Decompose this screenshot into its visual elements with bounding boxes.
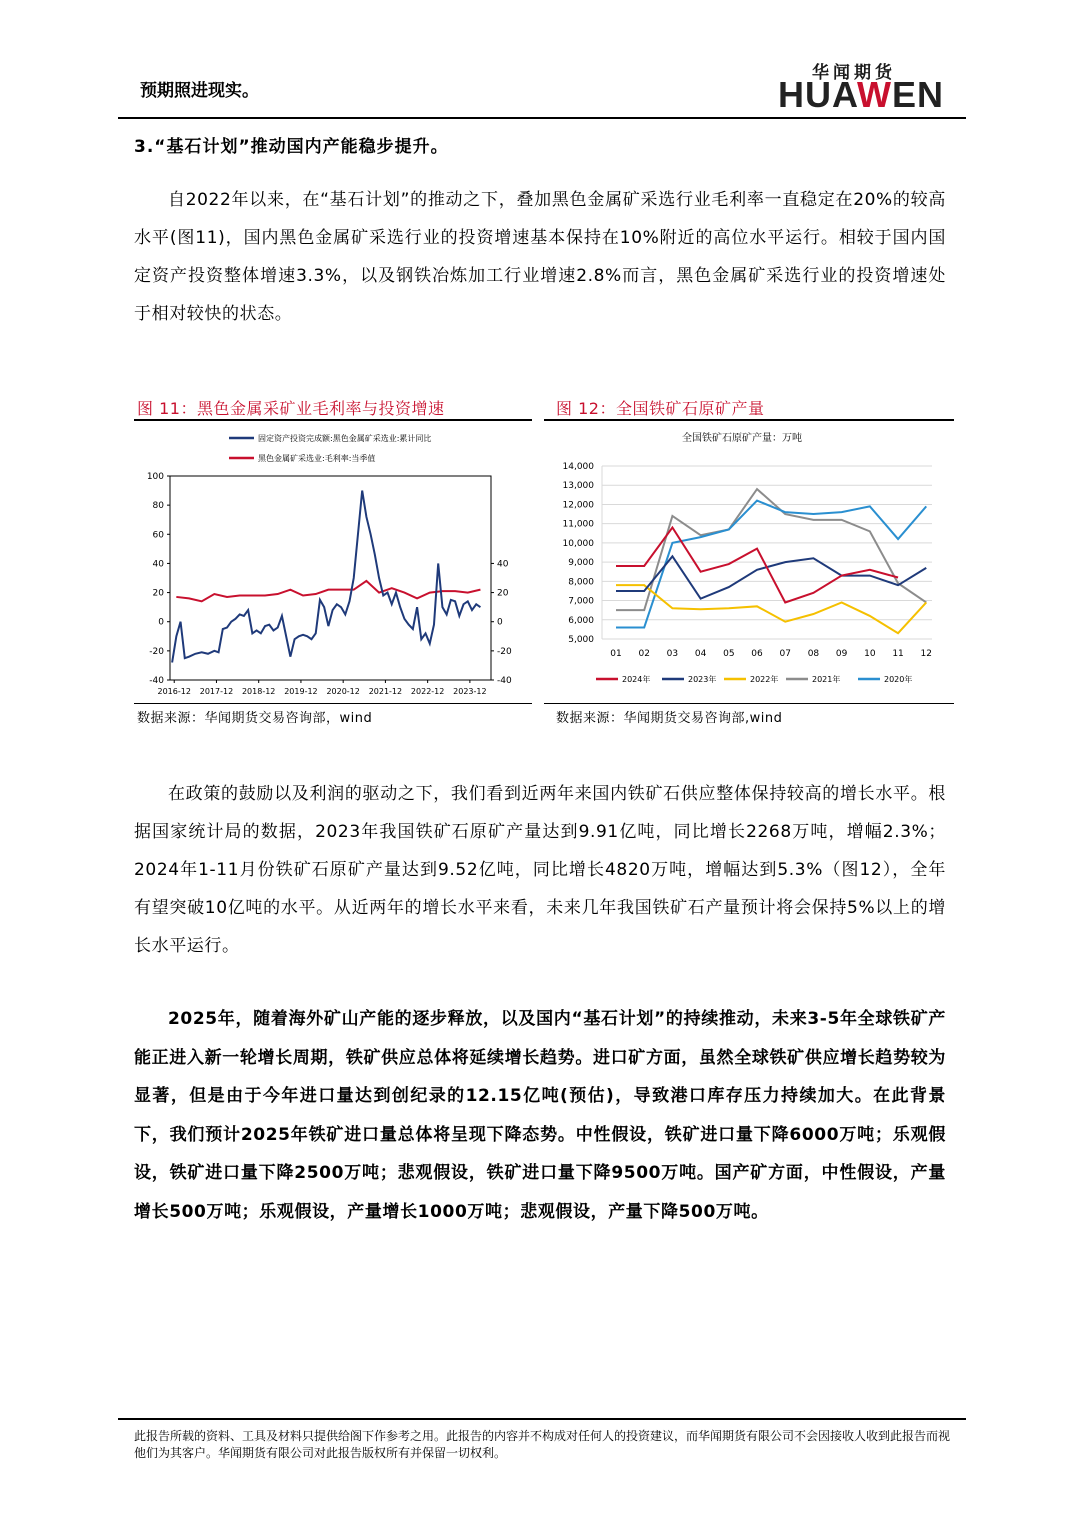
fig11-x-tick-label: 2017-12 — [199, 687, 234, 696]
fig11-y-left-tick-label: 0 — [158, 617, 164, 628]
logo-en-prefix: HUA — [778, 74, 858, 115]
fig12-legend — [596, 674, 912, 684]
fig12-gridlines — [602, 466, 932, 639]
fig11-y-left-tick-label: 100 — [146, 472, 164, 482]
fig12-x-tick-label: 05 — [723, 649, 735, 659]
fig12-x-tick-label: 07 — [779, 649, 791, 659]
fig11-x-tick-label: 2016-12 — [157, 687, 191, 696]
fig12-series-2020年 — [616, 501, 926, 628]
fig12-series-2022年 — [616, 585, 926, 633]
figure-11-title: 图 11：黑色金属采矿业毛利率与投资增速 — [137, 399, 445, 418]
fig12-y-tick-label: 5,000 — [568, 635, 594, 645]
fig11-y-left-tick-label: 80 — [152, 501, 164, 512]
fig11-x-tick-label: 2018-12 — [241, 687, 276, 696]
figure-11-source: 数据来源：华闻期货交易咨询部，wind — [137, 711, 373, 726]
figure-12-chart — [544, 421, 954, 703]
fig12-y-tick-label: 8,000 — [568, 577, 594, 588]
fig11-y-left-tick-label: -40 — [149, 676, 164, 686]
fig12-legend-label: 2021年 — [812, 675, 841, 684]
fig12-y-tick-label: 6,000 — [568, 615, 594, 626]
fig11-y-right-tick-label: 0 — [497, 617, 503, 628]
fig11-y-right-tick-label: -40 — [497, 676, 512, 686]
fig12-x-tick-label: 09 — [835, 649, 848, 659]
fig11-y-left-axis — [147, 472, 170, 686]
fig12-y-tick-label: 7,000 — [568, 596, 594, 607]
fig12-x-tick-label: 12 — [920, 649, 932, 659]
header-divider — [118, 117, 966, 119]
fig12-y-tick-label: 13,000 — [562, 481, 594, 492]
fig11-x-tick-label: 2019-12 — [284, 687, 318, 696]
fig12-y-tick-label: 9,000 — [568, 558, 594, 569]
figure-11-bottom-rule — [134, 703, 532, 704]
fig11-y-right-tick-label: -20 — [497, 646, 512, 657]
fig11-x-tick-label: 2023-12 — [453, 687, 487, 696]
fig12-y-axis — [563, 462, 595, 645]
fig12-y-tick-label: 12,000 — [562, 500, 594, 511]
header-running-text: 预期照进现实。 — [140, 81, 259, 101]
logo-chinese-name: 华闻期货 — [812, 63, 896, 83]
fig12-x-axis — [610, 649, 932, 659]
footer-divider — [118, 1418, 966, 1420]
fig12-x-tick-label: 02 — [638, 649, 650, 659]
fig12-x-tick-label: 10 — [864, 649, 876, 659]
fig12-legend-label: 2020年 — [884, 675, 913, 684]
fig11-x-axis — [158, 680, 487, 696]
fig12-x-tick-label: 11 — [892, 649, 904, 659]
fig11-y-left-tick-label: 20 — [152, 588, 164, 599]
paragraph-2 — [134, 775, 946, 965]
fig12-legend-label: 2023年 — [688, 675, 717, 684]
figure-12-source: 数据来源：华闻期货交易咨询部,wind — [556, 711, 783, 726]
paragraph-1 — [134, 181, 946, 333]
fig11-y-left-tick-label: -20 — [149, 646, 164, 657]
fig11-y-right-tick-label: 20 — [497, 588, 509, 599]
fig11-legend — [229, 433, 431, 463]
paragraph-3 — [134, 1000, 946, 1231]
fig11-legend-label-margin: 黑色金属矿采选业:毛利率:当季值 — [258, 454, 376, 463]
fig12-y-tick-label: 11,000 — [562, 519, 594, 530]
fig11-x-tick-label: 2020-12 — [326, 687, 360, 696]
section-title: 3.“基石计划”推动国内产能稳步提升。 — [134, 137, 449, 157]
fig12-legend-label: 2024年 — [622, 675, 651, 684]
logo-en-w: W — [857, 74, 892, 115]
fig11-x-tick-label: 2021-12 — [368, 687, 403, 696]
figure-11-chart — [134, 421, 532, 703]
paragraph-2-text: 在政策的鼓励以及利润的驱动之下，我们看到近两年来国内铁矿石供应整体保持较高的增长水平。根据国家统计局的数据，2023年我国铁矿石原矿产量达到9.91亿吨，同比增长2268万吨，增幅2.3%；2024年1-11月份铁矿石原矿产量达到9.52亿吨，同比增长4820万吨，增幅达到5.3%（图12），全年有望突破10亿吨的水平。从近两年的增长水平来看，未来几年我国铁矿石产量预计将会保持5%以上的增长水平运行。 — [134, 784, 946, 956]
figure-12-bottom-rule — [544, 703, 954, 704]
logo-english-name — [778, 74, 944, 116]
fig12-legend-label: 2022年 — [750, 675, 779, 684]
paragraph-1-text: 自2022年以来，在“基石计划”的推动之下，叠加黑色金属矿采选行业毛利率一直稳定在20%的较高水平(图11)，国内黑色金属矿采选行业的投资增速基本保持在10%附近的高位水平运行。相较于国内国定资产投资整体增速3.3%，以及钢铁冶炼加工行业增速2.8%而言，黑色金属矿采选行业的投资增速处于相对较快的状态。 — [134, 190, 946, 324]
fig12-x-tick-label: 01 — [610, 649, 622, 659]
fig12-y-tick-label: 14,000 — [562, 462, 594, 472]
fig12-x-tick-label: 08 — [807, 649, 820, 659]
fig12-series-lines — [616, 489, 926, 633]
fig12-chart-title: 全国铁矿石原矿产量：万吨 — [682, 433, 802, 444]
fig11-legend-label-investment: 固定资产投资完成额:黑色金属矿采选业:累计同比 — [258, 434, 432, 443]
fig11-y-left-tick-label: 60 — [152, 530, 164, 541]
fig11-y-left-tick-label: 40 — [152, 559, 164, 570]
fig11-y-right-axis — [491, 559, 512, 686]
fig12-x-tick-label: 06 — [751, 649, 763, 659]
figure-12-title: 图 12：全国铁矿石原矿产量 — [556, 399, 765, 418]
fig12-x-tick-label: 04 — [694, 649, 707, 659]
fig12-y-tick-label: 10,000 — [562, 538, 594, 549]
fig11-series-investment — [172, 491, 480, 663]
logo-en-suffix: EN — [892, 74, 945, 115]
fig11-x-tick-label: 2022-12 — [410, 687, 445, 696]
paragraph-3-text: 2025年，随着海外矿山产能的逐步释放，以及国内“基石计划”的持续推动，未来3-5年全球铁矿产能正进入新一轮增长周期，铁矿供应总体将延续增长趋势。进口矿方面，虽然全球铁矿供应增长趋势较为显著，但是由于今年进口量达到创纪录的12.15亿吨(预估)，导致港口库存压力持续加大。在此背景下，我们预计2025年铁矿进口量总体将呈现下降态势。中性假设，铁矿进口量下降6000万吨；乐观假设，铁矿进口量下降2500万吨；悲观假设，铁矿进口量下降9500万吨。国产矿方面，中性假设，产量增长500万吨；乐观假设，产量增长1000万吨；悲观假设，产量下降500万吨。 — [134, 1009, 946, 1222]
fig11-y-right-tick-label: 40 — [497, 559, 509, 570]
footer-disclaimer: 此报告所载的资料、工具及材料只提供给阁下作参考之用。此报告的内容并不构成对任何人的投资建议，而华闻期货有限公司不会因接收人收到此报告而视他们为其客户。华闻期货有限公司对此报告版权所有并保留一切权利。 — [134, 1429, 951, 1460]
fig12-x-tick-label: 03 — [666, 649, 679, 659]
